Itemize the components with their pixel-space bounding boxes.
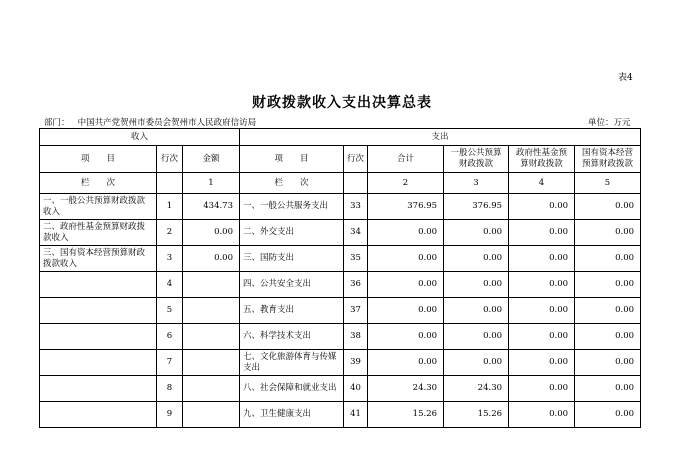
income-item-cell	[40, 350, 157, 376]
expense-row-no-cell: 41	[344, 402, 368, 428]
unit-label: 单位：万元	[588, 118, 631, 128]
total-header: 合计	[368, 146, 444, 173]
income-amount-cell	[183, 402, 240, 428]
table-row	[40, 402, 641, 428]
gov-fund-cell: 0.00	[509, 402, 575, 428]
table-row	[40, 376, 641, 402]
expense-row-no-cell: 40	[344, 376, 368, 402]
total-cell: 376.95	[368, 194, 444, 220]
expense-row-no-cell: 33	[344, 194, 368, 220]
gov-fund-cell: 0.00	[509, 376, 575, 402]
total-cell: 0.00	[368, 324, 444, 350]
expense-column-label: 栏 次	[240, 173, 344, 194]
income-amount-cell	[183, 272, 240, 298]
department-line	[44, 116, 256, 128]
total-cell: 0.00	[368, 298, 444, 324]
table-row	[40, 220, 641, 246]
income-amount-cell: 434.73	[183, 194, 240, 220]
expense-item-cell: 三、国防支出	[240, 246, 344, 272]
income-row-no-cell: 7	[157, 350, 183, 376]
blank-cell	[344, 173, 368, 194]
income-section-header: 收入	[40, 129, 240, 146]
column-index: 1	[183, 173, 240, 194]
state-capital-cell: 0.00	[575, 376, 641, 402]
income-row-no-cell: 9	[157, 402, 183, 428]
column-index: 4	[509, 173, 575, 194]
general-budget-cell: 0.00	[444, 350, 509, 376]
state-capital-cell: 0.00	[575, 246, 641, 272]
income-item-cell	[40, 402, 157, 428]
page-title: 财政拨款收入支出决算总表	[252, 95, 432, 111]
gov-fund-cell: 0.00	[509, 194, 575, 220]
general-budget-cell: 0.00	[444, 220, 509, 246]
income-row-no-cell: 4	[157, 272, 183, 298]
expense-item-cell: 五、教育支出	[240, 298, 344, 324]
table-row	[40, 350, 641, 376]
income-amount-cell: 0.00	[183, 246, 240, 272]
gov-fund-cell: 0.00	[509, 220, 575, 246]
total-cell: 15.26	[368, 402, 444, 428]
income-row-no-cell: 5	[157, 298, 183, 324]
state-capital-cell: 0.00	[575, 350, 641, 376]
expense-item-cell: 八、社会保障和就业支出	[240, 376, 344, 402]
income-row-no-cell: 2	[157, 220, 183, 246]
expense-row-no-cell: 37	[344, 298, 368, 324]
expense-item-cell: 七、文化旅游体育与传媒支出	[240, 350, 344, 376]
income-item-cell	[40, 298, 157, 324]
state-capital-cell: 0.00	[575, 324, 641, 350]
table-tag: 表4	[618, 73, 633, 83]
department-name: 中国共产党贺州市委员会贺州市人民政府信访局	[77, 118, 257, 128]
expense-row-no-cell: 39	[344, 350, 368, 376]
income-item-header: 项 目	[40, 146, 157, 173]
income-row-no-cell: 8	[157, 376, 183, 402]
income-amount-cell: 0.00	[183, 220, 240, 246]
general-budget-header: 一般公共预算财政拨款	[444, 146, 509, 173]
table-row	[40, 272, 641, 298]
income-item-cell: 三、国有资本经营预算财政拨款收入	[40, 246, 157, 272]
income-item-cell: 二、政府性基金预算财政拨款收入	[40, 220, 157, 246]
total-cell: 0.00	[368, 246, 444, 272]
income-amount-cell	[183, 298, 240, 324]
blank-cell	[157, 173, 183, 194]
state-capital-cell: 0.00	[575, 402, 641, 428]
income-column-label: 栏 次	[40, 173, 157, 194]
expense-item-cell: 六、科学技术支出	[240, 324, 344, 350]
table-row	[40, 246, 641, 272]
table-body	[40, 194, 641, 428]
gov-fund-cell: 0.00	[509, 298, 575, 324]
total-cell: 24.30	[368, 376, 444, 402]
income-row-no-cell: 6	[157, 324, 183, 350]
total-cell: 0.00	[368, 350, 444, 376]
state-capital-header: 国有资本经营预算财政拨款	[575, 146, 641, 173]
expense-item-cell: 一、一般公共服务支出	[240, 194, 344, 220]
gov-fund-cell: 0.00	[509, 272, 575, 298]
expense-row-no-cell: 35	[344, 246, 368, 272]
income-item-cell: 一、一般公共预算财政拨款收入	[40, 194, 157, 220]
general-budget-cell: 0.00	[444, 246, 509, 272]
state-capital-cell: 0.00	[575, 194, 641, 220]
column-index: 3	[444, 173, 509, 194]
general-budget-cell: 0.00	[444, 298, 509, 324]
gov-fund-cell: 0.00	[509, 246, 575, 272]
income-amount-cell	[183, 324, 240, 350]
gov-fund-header: 政府性基金预算财政拨款	[509, 146, 575, 173]
gov-fund-cell: 0.00	[509, 350, 575, 376]
expense-item-cell: 九、卫生健康支出	[240, 402, 344, 428]
general-budget-cell: 376.95	[444, 194, 509, 220]
column-index: 2	[368, 173, 444, 194]
income-item-cell	[40, 272, 157, 298]
general-budget-cell: 0.00	[444, 272, 509, 298]
income-item-cell	[40, 376, 157, 402]
state-capital-cell: 0.00	[575, 272, 641, 298]
expense-row-no-cell: 36	[344, 272, 368, 298]
income-row-no-header: 行次	[157, 146, 183, 173]
income-row-no-cell: 3	[157, 246, 183, 272]
expense-item-cell: 四、公共安全支出	[240, 272, 344, 298]
income-amount-cell	[183, 350, 240, 376]
column-index: 5	[575, 173, 641, 194]
expense-item-header: 项 目	[240, 146, 344, 173]
total-cell: 0.00	[368, 220, 444, 246]
expense-row-no-cell: 34	[344, 220, 368, 246]
gov-fund-cell: 0.00	[509, 324, 575, 350]
department-label: 部门：	[44, 118, 70, 128]
expense-row-no-cell: 38	[344, 324, 368, 350]
general-budget-cell: 0.00	[444, 324, 509, 350]
general-budget-cell: 15.26	[444, 402, 509, 428]
expense-item-cell: 二、外交支出	[240, 220, 344, 246]
expense-row-no-header: 行次	[344, 146, 368, 173]
expense-section-header: 支出	[240, 129, 641, 146]
income-amount-header: 金额	[183, 146, 240, 173]
general-budget-cell: 24.30	[444, 376, 509, 402]
total-cell: 0.00	[368, 272, 444, 298]
table-row	[40, 324, 641, 350]
income-item-cell	[40, 324, 157, 350]
table-row	[40, 298, 641, 324]
state-capital-cell: 0.00	[575, 298, 641, 324]
income-amount-cell	[183, 376, 240, 402]
income-row-no-cell: 1	[157, 194, 183, 220]
state-capital-cell: 0.00	[575, 220, 641, 246]
table-row	[40, 194, 641, 220]
fiscal-appropriation-table	[39, 128, 641, 428]
